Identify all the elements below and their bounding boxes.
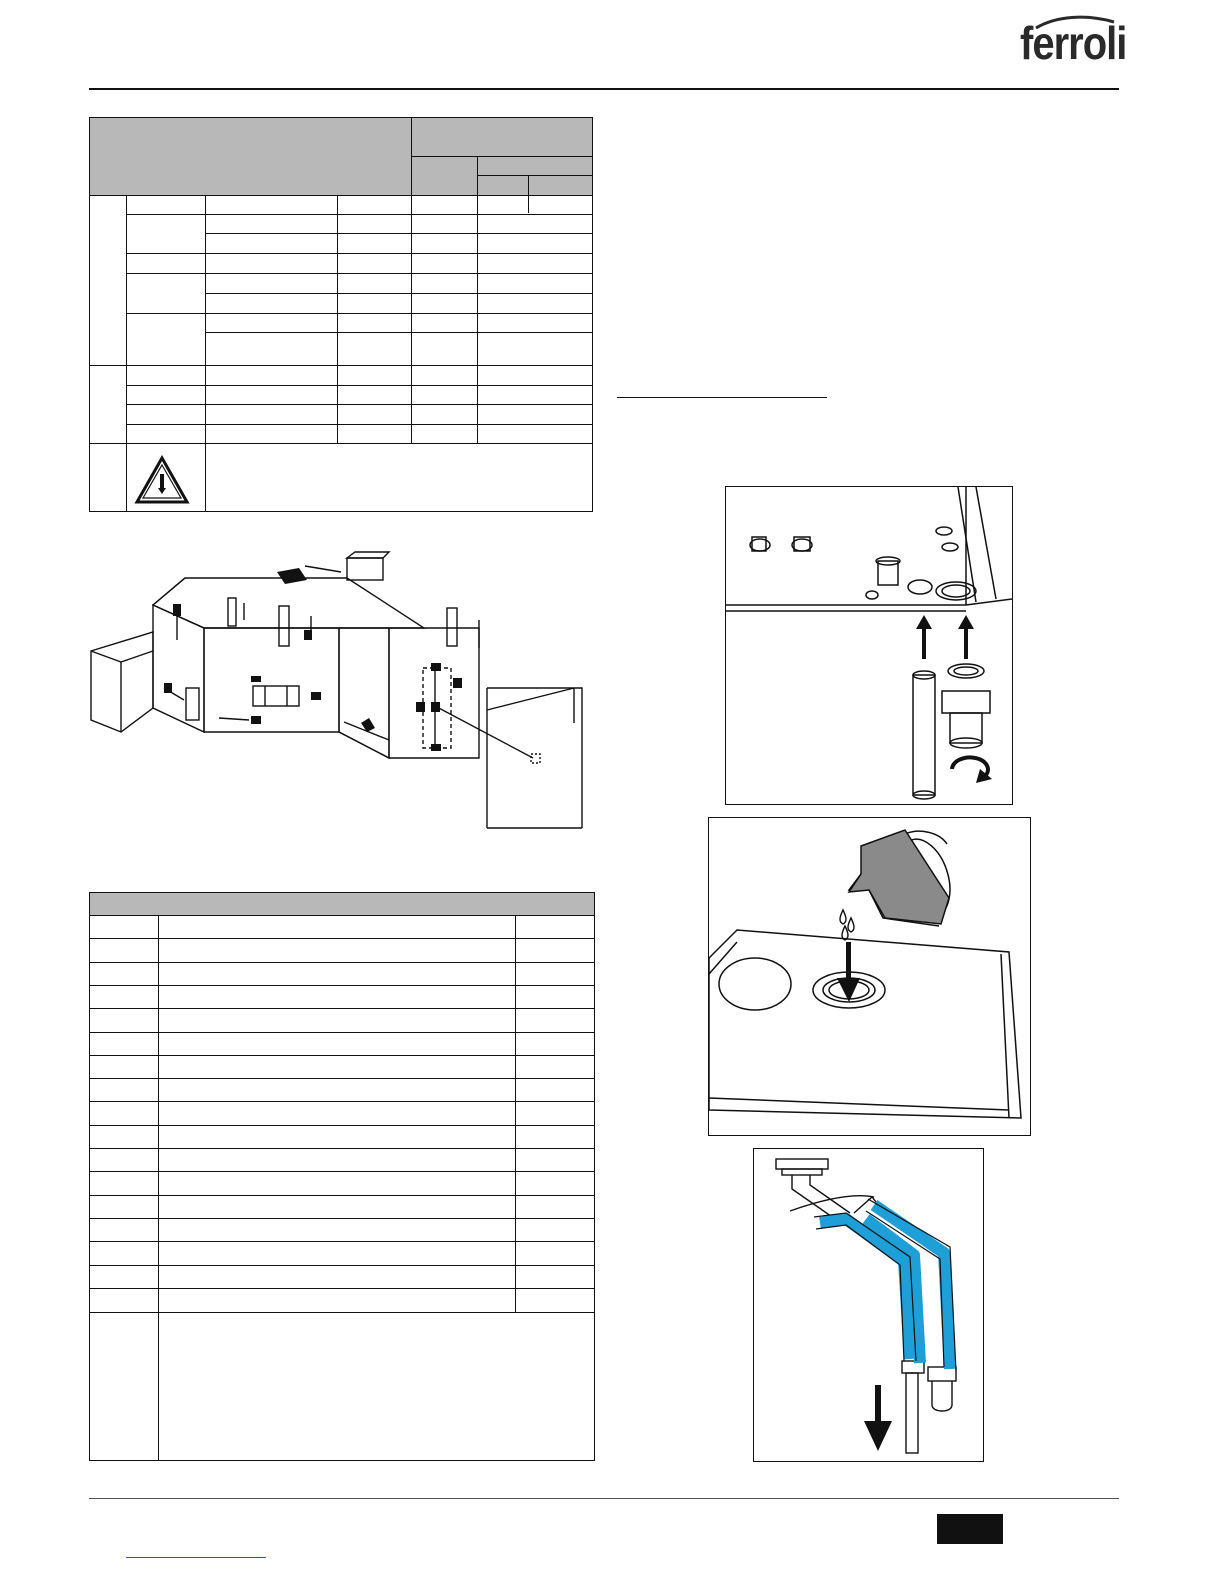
terminal-positions-table-header [90, 893, 594, 915]
warning-triangle-icon [134, 455, 190, 505]
clearance-table [89, 117, 593, 512]
footer-link-underline[interactable] [126, 1557, 266, 1558]
flue-terminal-positions-diagram [89, 548, 593, 844]
footer-rule [89, 1498, 1119, 1499]
page-number-box [937, 1514, 1003, 1544]
fill-trap-with-water-figure [708, 817, 1031, 1136]
ferroli-logo: ferroli [1020, 18, 1127, 70]
water-drop-icon [840, 910, 854, 940]
header-rule [89, 88, 1119, 90]
section-heading-underline [617, 397, 827, 398]
condensate-drain-pipes-figure [753, 1148, 984, 1462]
terminal-positions-table [89, 892, 595, 1461]
condensate-trap-fitting-figure [725, 486, 1013, 805]
